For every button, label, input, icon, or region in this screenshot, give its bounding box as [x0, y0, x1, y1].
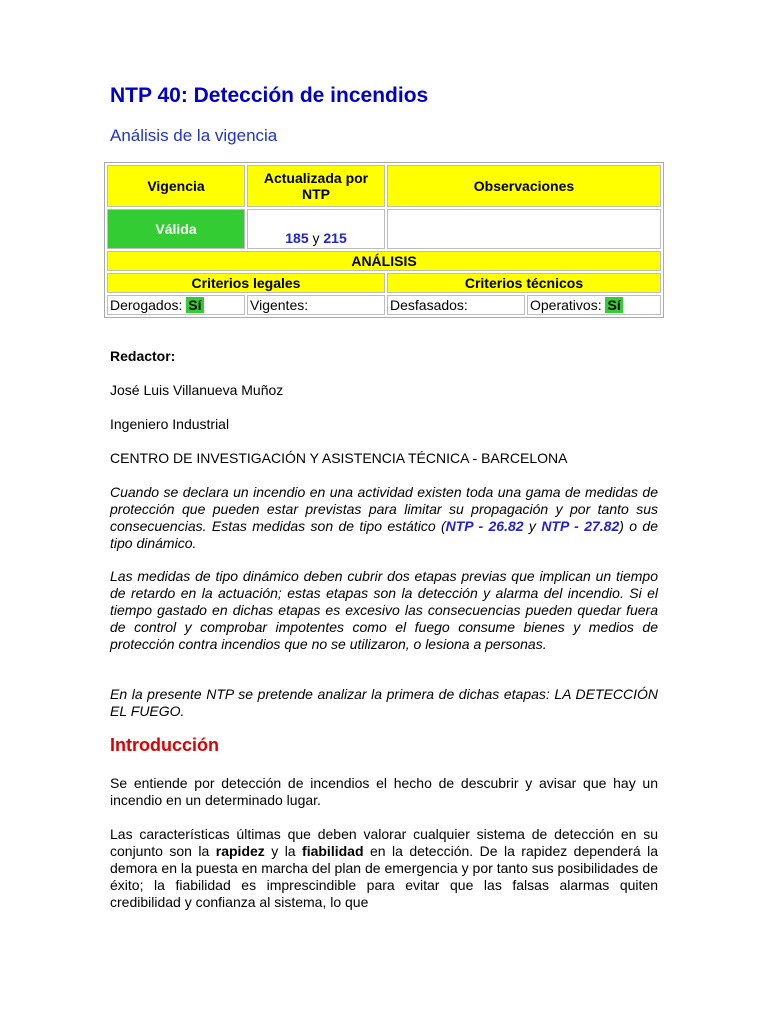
intro-paragraph-2: Las características últimas que deben valorar cualquier sistema de detección en su conjunto son la rapidez y la fiabilidad en la detección. De la rapidez dependerá la demora en la puesta en marcha del plan de emergencia y por tanto sus posibilidades de éxito; la fiabilidad es imprescindible para evitar que las falsas alarmas quiten credibilidad y confianza al sistema, lo que: [110, 826, 658, 910]
operativos-si-badge: Sí: [607, 297, 621, 313]
header-observaciones: Observaciones: [387, 165, 661, 207]
abstract-paragraph-1: Cuando se declara un incendio en una actividad existen toda una gama de medidas de protección que pueden estar previstas para limitar su propagación y por tanto sus consecuencias. Estas medidas son de tipo estático (NTP - 26.82 y NTP - 27.82) o de tipo dinámico.: [110, 484, 658, 551]
conjunction: y: [312, 230, 320, 246]
ntp-26-82-link[interactable]: NTP - 26.82: [445, 518, 524, 534]
status-valida: Válida: [107, 209, 245, 249]
redactor-label: Redactor:: [110, 348, 176, 364]
ntp-215-link[interactable]: 215: [323, 230, 347, 246]
derogados-si-badge: Sí: [188, 297, 202, 313]
header-vigencia: Vigencia: [107, 165, 245, 207]
vigentes-cell: Vigentes:: [247, 295, 385, 315]
criterios-legales-header: Criterios legales: [107, 273, 385, 293]
abstract-paragraph-2: Las medidas de tipo dinámico deben cubrir dos etapas previas que implican un tiempo de retardo en la actuación; estas etapas son la detección y alarma del incendio. Si el tiempo gastado en dichas etapas es excesivo las consecuencias pueden quedar fuera de control y comprobar impotentes como el fuego consume bienes y medios de protección contra incendios que no se utilizaron, o lesiona a personas.: [110, 568, 658, 652]
page-subtitle: Análisis de la vigencia: [110, 126, 278, 145]
ntp-27-82-link[interactable]: NTP - 27.82: [541, 518, 620, 534]
abstract-paragraph-3: En la presente NTP se pretende analizar la primera de dichas etapas: LA DETECCIÓN EL FUEGO.: [110, 686, 658, 719]
validity-table: [104, 162, 664, 318]
institution: CENTRO DE INVESTIGACIÓN Y ASISTENCIA TÉCNICA - BARCELONA: [110, 450, 568, 466]
analisis-header: ANÁLISIS: [107, 251, 661, 271]
fiabilidad-term: fiabilidad: [302, 843, 364, 859]
page-title: NTP 40: Detección de incendios: [110, 84, 429, 107]
author-name: José Luis Villanueva Muñoz: [110, 382, 284, 398]
updated-by-cell: [247, 209, 385, 249]
header-actualizada: Actualizada por NTP: [247, 165, 385, 207]
intro-paragraph-1: Se entiende por detección de incendios el hecho de descubrir y avisar que hay un incendio en un determinado lugar.: [110, 775, 658, 808]
ntp-185-link[interactable]: 185: [285, 230, 309, 246]
rapidez-term: rapidez: [215, 843, 265, 859]
section-heading-introduccion: Introducción: [110, 735, 219, 755]
derogados-cell: Derogados: Sí: [107, 295, 245, 315]
observaciones-cell: [387, 209, 661, 249]
criterios-tecnicos-header: Criterios técnicos: [387, 273, 661, 293]
author-role: Ingeniero Industrial: [110, 416, 230, 432]
desfasados-cell: Desfasados:: [387, 295, 525, 315]
operativos-cell: Operativos: Sí: [527, 295, 661, 315]
